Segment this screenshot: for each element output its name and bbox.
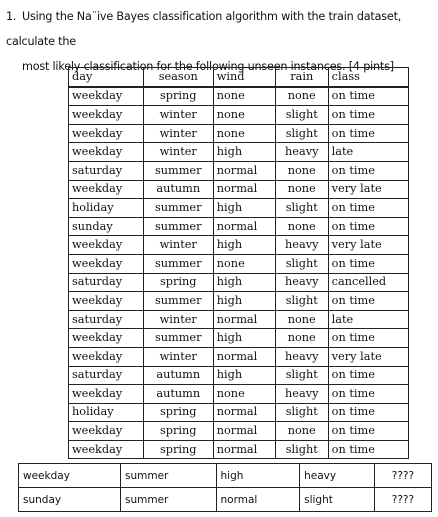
cell-rain: none [275,329,328,348]
cell-rain: heavy [275,236,328,255]
cell-rain: none [275,310,328,329]
train-row [69,310,409,329]
cell-wind: normal [213,440,275,459]
cell-rain: slight [275,440,328,459]
cell-class: on time [328,440,408,459]
cell-wind: normal [213,161,275,180]
cell-rain: none [275,161,328,180]
cell-rain: slight [275,199,328,218]
cell-wind: normal [213,403,275,422]
test-row [19,464,432,488]
cell-season: winter [143,347,213,366]
cell-day: saturday [69,366,144,385]
cell-wind: high [213,273,275,292]
cell-rain: slight [300,488,375,512]
cell-wind: high [213,143,275,162]
cell-day: holiday [69,199,144,218]
cell-season: autumn [143,180,213,199]
cell-wind: none [213,106,275,125]
cell-season: autumn [143,366,213,385]
cell-class: ???? [374,464,431,488]
cell-rain: heavy [300,464,375,488]
cell-wind: none [213,254,275,273]
cell-rain: slight [275,403,328,422]
unseen-instances-table [18,463,432,512]
cell-rain: none [275,180,328,199]
cell-class: on time [328,106,408,125]
header-wind: wind [213,68,275,87]
cell-rain: slight [275,124,328,143]
cell-class: very late [328,347,408,366]
cell-season: summer [143,254,213,273]
train-row [69,273,409,292]
cell-season: spring [143,403,213,422]
cell-day: saturday [69,310,144,329]
cell-season: summer [143,199,213,218]
cell-class: on time [328,161,408,180]
train-header-row [69,68,409,87]
train-row [69,440,409,459]
train-row [69,199,409,218]
cell-season: summer [121,488,217,512]
cell-day: saturday [69,161,144,180]
cell-rain: slight [275,106,328,125]
cell-season: summer [143,292,213,311]
train-row [69,124,409,143]
cell-class: very late [328,180,408,199]
cell-season: summer [121,464,217,488]
cell-season: autumn [143,385,213,404]
cell-wind: high [213,329,275,348]
cell-rain: heavy [275,143,328,162]
cell-rain: none [275,87,328,106]
cell-wind: high [213,292,275,311]
cell-day: saturday [69,273,144,292]
cell-wind: normal [213,217,275,236]
cell-rain: heavy [275,273,328,292]
train-row [69,217,409,236]
train-row [69,292,409,311]
cell-rain: slight [275,366,328,385]
cell-class: on time [328,292,408,311]
cell-day: weekday [69,180,144,199]
cell-rain: none [275,217,328,236]
question-number: 1. [6,10,17,23]
train-row [69,180,409,199]
train-row [69,329,409,348]
cell-wind: none [213,124,275,143]
header-season: season [143,68,213,87]
cell-day: holiday [69,403,144,422]
cell-season: winter [143,143,213,162]
cell-day: weekday [69,422,144,441]
cell-rain: slight [275,254,328,273]
cell-season: summer [143,217,213,236]
cell-class: on time [328,87,408,106]
cell-day: weekday [69,329,144,348]
cell-day: weekday [69,124,144,143]
question-line-2: most likely classification for the following unseen instances. [4 pints] [22,60,394,73]
cell-season: spring [143,440,213,459]
cell-season: winter [143,236,213,255]
cell-class: on time [328,329,408,348]
cell-season: spring [143,87,213,106]
cell-class: on time [328,199,408,218]
cell-day: weekday [69,87,144,106]
cell-day: weekday [69,440,144,459]
train-row [69,347,409,366]
train-row [69,254,409,273]
cell-day: weekday [69,347,144,366]
cell-day: sunday [69,217,144,236]
cell-wind: normal [213,180,275,199]
cell-season: winter [143,106,213,125]
cell-class: on time [328,385,408,404]
train-table-body [69,87,409,459]
train-row [69,161,409,180]
cell-wind: none [213,385,275,404]
cell-wind: high [213,199,275,218]
cell-class: on time [328,366,408,385]
header-rain: rain [275,68,328,87]
cell-wind: normal [213,347,275,366]
test-table-body [19,464,432,512]
cell-wind: high [216,464,300,488]
cell-day: weekday [69,236,144,255]
cell-class: late [328,143,408,162]
cell-rain: heavy [275,385,328,404]
train-row [69,106,409,125]
header-class: class [328,68,408,87]
cell-rain: none [275,422,328,441]
cell-day: weekday [69,385,144,404]
cell-day: weekday [69,254,144,273]
cell-season: winter [143,310,213,329]
cell-wind: none [213,87,275,106]
cell-class: on time [328,217,408,236]
cell-wind: normal [213,310,275,329]
cell-season: summer [143,161,213,180]
cell-rain: slight [275,292,328,311]
cell-class: very late [328,236,408,255]
cell-wind: normal [216,488,300,512]
cell-wind: normal [213,422,275,441]
cell-class: on time [328,403,408,422]
train-row [69,366,409,385]
header-day: day [69,68,144,87]
cell-season: summer [143,329,213,348]
cell-day: weekday [19,464,121,488]
train-row [69,403,409,422]
cell-day: sunday [19,488,121,512]
cell-day: weekday [69,292,144,311]
cell-rain: heavy [275,347,328,366]
cell-day: weekday [69,143,144,162]
test-row [19,488,432,512]
cell-season: spring [143,422,213,441]
train-dataset-table [68,67,409,459]
cell-wind: high [213,236,275,255]
train-row [69,87,409,106]
cell-day: weekday [69,106,144,125]
cell-class: cancelled [328,273,408,292]
cell-season: spring [143,273,213,292]
train-row [69,385,409,404]
cell-class: on time [328,422,408,441]
train-row [69,236,409,255]
train-row [69,422,409,441]
cell-class: ???? [374,488,431,512]
question-line-1-text: Using the Na¨ive Bayes classification algorithm with the train dataset, calculate the [6,10,402,48]
cell-class: late [328,310,408,329]
train-row [69,143,409,162]
cell-wind: high [213,366,275,385]
cell-class: on time [328,254,408,273]
cell-class: on time [328,124,408,143]
question-line-1 [6,4,434,54]
cell-season: winter [143,124,213,143]
